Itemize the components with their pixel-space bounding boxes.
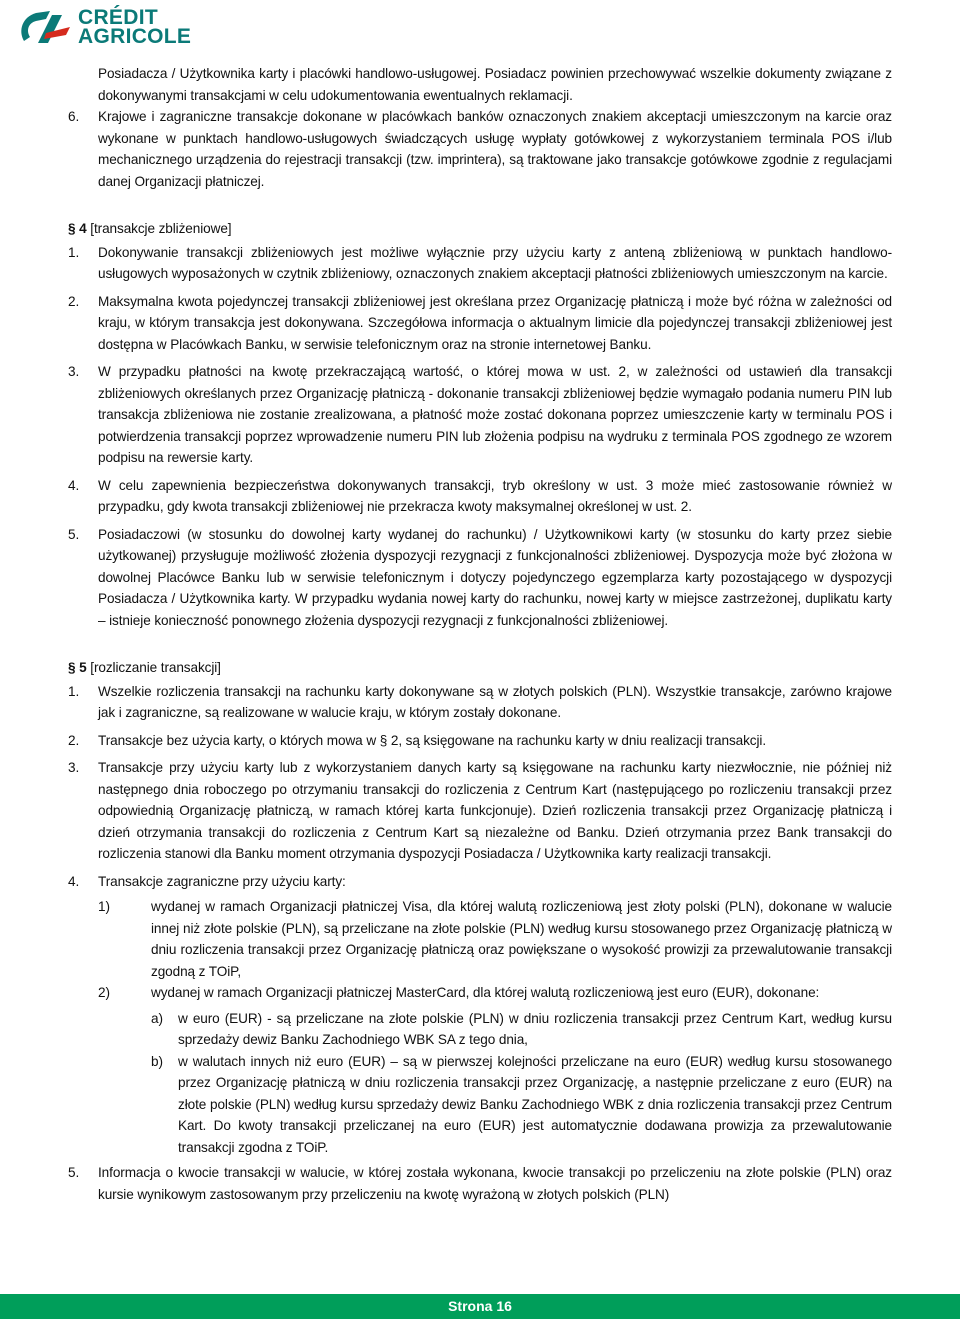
list-item [68, 730, 892, 752]
item-number: 2. [68, 293, 80, 309]
sub-sub-list-item [68, 1008, 892, 1051]
list-item [68, 475, 892, 518]
list-item [68, 291, 892, 356]
credit-agricole-logo [16, 6, 236, 48]
item-number: 2. [68, 732, 80, 748]
item-number: 6. [68, 109, 80, 124]
item-number: 4. [68, 873, 80, 889]
page-footer [0, 1294, 960, 1319]
list-item [68, 242, 892, 285]
list-item [68, 871, 892, 893]
sub-sub-item-letter: a) [151, 1010, 163, 1026]
item-text: Transakcje zagraniczne przy użyciu karty: [98, 873, 346, 889]
item-number: 3. [68, 760, 80, 775]
list-item [68, 524, 892, 632]
sub-sub-item-text: w euro (EUR) - są przeliczane na złote polskie (PLN) w dniu rozliczenia transakcji przez Centrum Kart, według kursu sprzedaży dewiz Banku Zachodniego WBK SA z tego dnia, [178, 1010, 892, 1047]
sub-item-text: wydanej w ramach Organizacji płatniczej MasterCard, dla której walutą rozliczeniową jest euro (EUR), dokonane: [151, 985, 820, 1000]
item-number: 1. [68, 683, 80, 699]
item-text: Transakcje przy użyciu karty lub z wykorzystaniem danych karty są księgowane na rachunku karty niezwłocznie, nie później niż następnego dnia roboczego po otrzymaniu transakcji do rozliczenia z Centrum Kart (następującego po rozliczeniu transakcji przez odpowiednią Organizację płatniczą, w ramach której karta funkcjonuje). Dzień rozliczenia transakcji przez Organizację płatniczą i dzień otrzymania transakcji do rozliczenia z Centrum Kart są niezależne od Banku. Dzień otrzymania przez Bank transakcji do rozliczenia stanowi dla Banku moment otrzymania dyspozycji Posiadacza / Użytkownika karty realizacji transakcji. [98, 760, 892, 861]
page-number: Strona 16 [448, 1298, 512, 1314]
sub-list-item [68, 896, 892, 982]
intro-continuation: Posiadacza / Użytkownika karty i placówki handlowo-usługowej. Posiadacz powinien przechowywać wszelkie dokumenty związane z dokonywanymi transakcjami w celu udokumentowania ewentualnych reklamacji. [98, 66, 892, 103]
sub-sub-item-text: w walutach innych niż euro (EUR) – są w pierwszej kolejności przeliczane na euro (EUR) według kursu stosowanego przez Organizację płatniczą w dniu rozliczenia transakcji przez Organizację, a następnie przeliczane z euro (EUR) na złote polskie (PLN) według kursu sprzedaży dewiz Banku Zachodniego WBK z dnia rozliczenia transakcji przez Centrum Kart. Do kwoty transakcji przeliczanej na euro (EUR) jest automatycznie dodawana prowizja za przewalutowanie transakcji zgodna z TOiP. [178, 1053, 892, 1155]
item-number: 5. [68, 526, 80, 542]
sub-item-text: wydanej w ramach Organizacji płatniczej Visa, dla której walutą rozliczeniową jest złoty polski (PLN), dokonane w walucie innej niż złote polskie (PLN), są przeliczane na złote polskie (PLN) według kursu stosowanego przez Organizację płatniczą w dniu rozliczenia transakcji przez Organizację płatniczą oraz powiększane o wysokość prowizji za przewalutowanie transakcji zgodną z TOiP, [151, 899, 892, 979]
sub-item-number: 1) [98, 899, 110, 914]
item-text: Maksymalna kwota pojedynczej transakcji zbliżeniowej jest określana przez Organizację płatniczą i może być różna w zależności od kraju, w którym transakcja jest dokonywana. Szczegółowa informacja o aktualnym limicie dla pojedynczej transakcji zbliżeniowej jest dostępna w Placówkach Banku, w serwisie telefonicznym oraz na stronie internetowej Banku. [98, 293, 892, 352]
item-text: Informacja o kwocie transakcji w walucie, w której została wykonana, kwocie transakcji po przeliczeniu na złote polskie (PLN) oraz kursie wynikowym zastosowanym przy przeliczeniu na kwotę wyrażoną w złotych polskich (PLN) [98, 1165, 892, 1202]
section-4-title: [transakcje zbliżeniowe] [90, 221, 232, 236]
list-item [68, 1162, 892, 1205]
item-number: 1. [68, 244, 80, 260]
item-text: W przypadku płatności na kwotę przekraczającą wartość, o której mowa w ust. 2, w zależności od ustawień dla transakcji zbliżeniowych określanych przez Organizację płatniczą - dokonanie transakcji zbliżeniowej będzie wymagało podania numeru PIN lub transakcja zbliżeniowa nie zostanie zrealizowana, a płatność może zostać dokonana poprzez umieszczenie karty w terminalu POS i potwierdzenia transakcji poprzez wprowadzenie numeru PIN lub złożenia podpisu na wydruku z terminala POS zgodnego ze wzorem podpisu na rewersie karty. [98, 364, 892, 465]
item-text: Krajowe i zagraniczne transakcje dokonane w placówkach banków oznaczonych znakiem akceptacji umieszczonym na karcie oraz wykonane w punktach handlowo-usługowych świadczących usługę wypłaty gotówkowej z wykorzystaniem terminala POS i/lub mechanicznego urządzenia do rejestracji transakcji (tzw. imprintera), są traktowane jako transakcje gotówkowe zgodnie z regulacjami danej Organizacji płatniczej. [98, 109, 892, 189]
credit-agricole-emblem-icon [16, 7, 72, 47]
item-text: Dokonywanie transakcji zbliżeniowych jest możliwe wyłącznie przy użyciu karty z anteną zbliżeniową w punktach handlowo-usługowych wyposażonych w czytnik zbliżeniowy, oznaczonych znakiem akceptacji płatności zbliżeniowych umieszczonym na karcie. [98, 244, 892, 281]
list-item [68, 361, 892, 469]
section-4-heading [68, 218, 892, 240]
item-text: Transakcje bez użycia karty, o których mowa w § 2, są księgowane na rachunku karty w dniu realizacji transakcji. [98, 732, 767, 748]
sub-sub-item-letter: b) [151, 1053, 163, 1069]
item-number: 3. [68, 364, 80, 379]
document-body [68, 63, 892, 1205]
logo-wordmark [78, 8, 191, 46]
item-text: Wszelkie rozliczenia transakcji na rachunku karty dokonywane są w złotych polskich (PLN). Wszystkie transakcje, zarówno krajowe jak i zagraniczne, są realizowane w walucie kraju, w którym zostały dokonane. [98, 683, 892, 720]
item-number: 4. [68, 477, 80, 493]
section-4-number: § 4 [68, 221, 87, 236]
item-text: W celu zapewnienia bezpieczeństwa dokonywanych transakcji, tryb określony w ust. 3 może mieć zastosowanie również w przypadku, gdy kwota transakcji zbliżeniowej nie przekracza kwoty maksymalnej określonej w ust. 2. [98, 477, 892, 514]
logo-line-2: AGRICOLE [78, 25, 192, 48]
sub-sub-list-item [68, 1051, 892, 1159]
item-text: Posiadaczowi (w stosunku do dowolnej karty wydanej do rachunku) / Użytkownikowi karty (w stosunku do karty przez siebie użytkowanej) przysługuje możliwość złożenia dyspozycji rezygnacji z funkcjonalności zbliżeniowej. Dyspozycja może być złożona w dowolnej Placówce Banku lub w serwisie telefonicznym i dotyczy pojedynczego egzemplarza karty pozostającego w dyspozycji Posiadacza / Użytkownika karty. W przypadku wydania nowej karty do rachunku, nowej karty w miejsce zastrzeżonej, duplikatu karty – istnieje konieczność ponownego złożenia dyspozycji rezygnacji z funkcjonalności zbliżeniowej. [98, 526, 892, 628]
list-item [68, 106, 892, 192]
list-item [68, 757, 892, 865]
item-number: 5. [68, 1165, 80, 1180]
sub-item-number: 2) [98, 985, 110, 1000]
sub-list-item [68, 982, 892, 1004]
logo-line-1: CRÉDIT [78, 6, 158, 29]
section-5-heading [68, 657, 892, 679]
list-item [68, 681, 892, 724]
section-5-title: [rozliczanie transakcji] [90, 660, 221, 675]
section-5-number: § 5 [68, 660, 87, 675]
